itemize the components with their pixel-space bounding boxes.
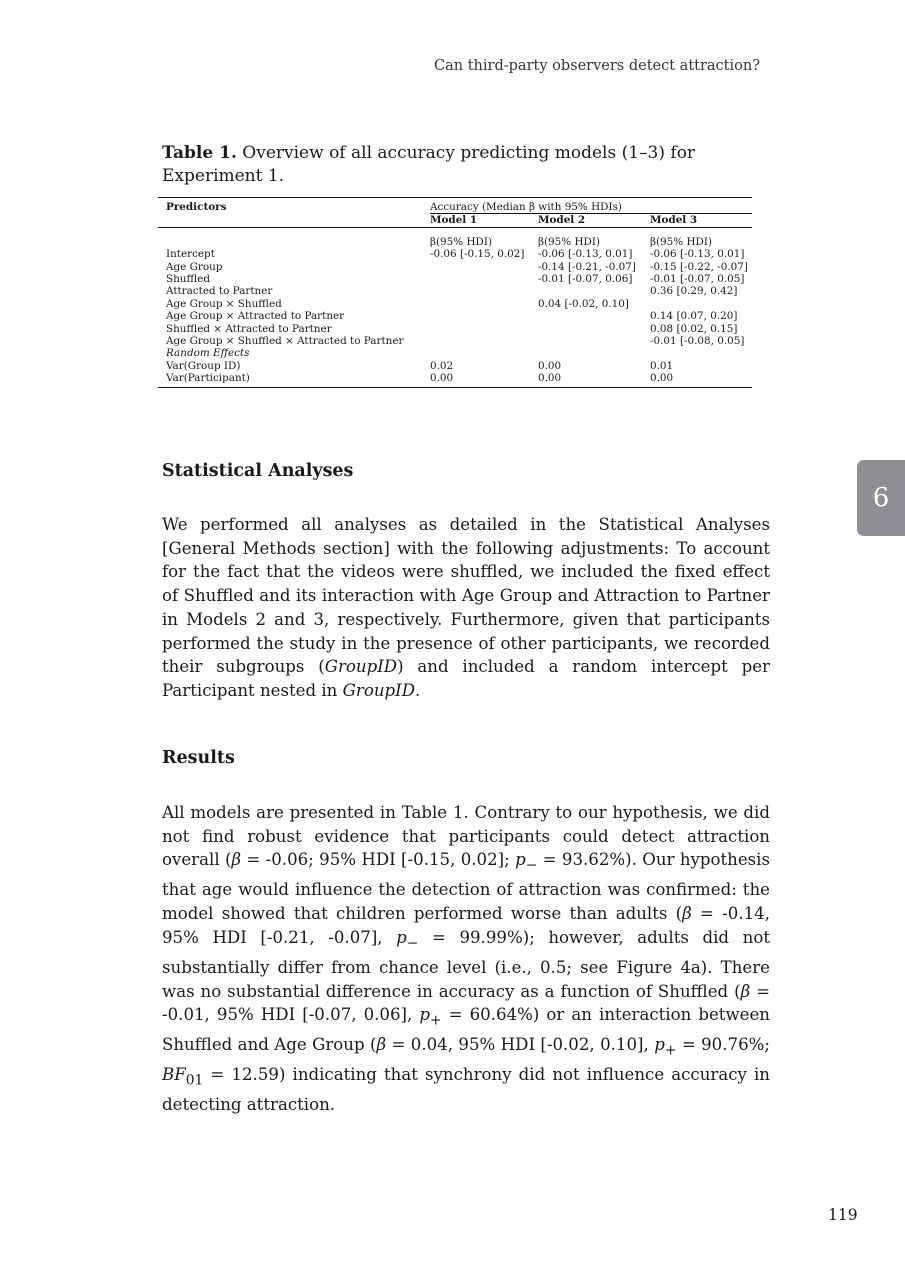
table-cell: 0.36 [0.29, 0.42]: [650, 285, 738, 298]
row-label: Var(Participant): [166, 372, 250, 385]
results-text-3: = 93.62%). Our hypothesis that age would influence the detection of attraction was confirmed: the model showed that children performed worse than adults (: [162, 850, 771, 924]
results-paragraph: [162, 801, 770, 1117]
table-cell: [430, 335, 538, 347]
running-head: Can third-party observers detect attraction?: [434, 58, 760, 74]
table-cell: [430, 261, 538, 273]
results-text-6: = -0.01, 95% HDI [-0.07, 0.06],: [162, 981, 770, 1025]
results-text-8: = 0.04, 95% HDI [-0.02, 0.10],: [386, 1035, 655, 1055]
table-row: [158, 372, 752, 387]
table-caption-text: Overview of all accuracy predicting models (1–3) for Experiment 1.: [162, 143, 696, 186]
table-cell: [430, 310, 538, 322]
random-effects-rows: [158, 360, 752, 387]
row-label: Shuffled: [166, 273, 211, 286]
table-cell: -0.15 [-0.22, -0.07]: [650, 260, 748, 273]
table-cell: -0.01 [-0.07, 0.05]: [650, 273, 745, 286]
table-caption: [162, 142, 772, 188]
table-row: [158, 248, 752, 260]
table-cell: 0.14 [0.07, 0.20]: [650, 310, 738, 323]
p-subscript: +: [664, 1042, 677, 1059]
subheader-model-1: β(95% HDI): [430, 235, 493, 248]
beta-subheader-row: [158, 227, 752, 248]
results-text-5: = 99.99%); however, adults did not substantially differ from chance level (i.e., 0.5; see Figure 4a). There was no substantial difference in accuracy as a function of Shuffled (: [162, 927, 770, 1001]
p-symbol: p: [419, 1005, 430, 1025]
table-cell: -0.06 [-0.13, 0.01]: [538, 248, 633, 261]
table-cell: 0.00: [650, 372, 674, 385]
row-label: Intercept: [166, 248, 215, 261]
p-subscript: +: [429, 1012, 442, 1029]
table-cell: 0.00: [538, 359, 562, 372]
table-row: [158, 261, 752, 273]
table-cell: -0.01 [-0.07, 0.06]: [538, 273, 633, 286]
chapter-tab: 6: [857, 460, 905, 536]
table-row: [158, 360, 752, 372]
row-label: Var(Group ID): [166, 359, 241, 372]
table-cell: 0.08 [0.02, 0.15]: [650, 322, 738, 335]
statistical-analyses-heading: Statistical Analyses: [162, 461, 354, 481]
stats-text-3: .: [415, 680, 421, 700]
row-label: Age Group × Shuffled: [166, 297, 282, 310]
row-label: Age Group: [166, 260, 223, 273]
table-cell: 0.00: [430, 372, 454, 385]
row-label: Shuffled × Attracted to Partner: [166, 322, 332, 335]
table-cell: [538, 323, 650, 335]
table-cell: [430, 323, 538, 335]
beta-symbol: β: [740, 981, 751, 1001]
page-number: 119: [828, 1206, 858, 1224]
predictors-header: Predictors: [166, 201, 227, 213]
stats-text-2: ) and included a random intercept per Participant nested in: [162, 657, 770, 700]
table-caption-label: Table 1.: [162, 143, 237, 163]
table-cell: [538, 335, 650, 347]
p-symbol: p: [654, 1035, 665, 1055]
table-cell: -0.06 [-0.13, 0.01]: [650, 248, 745, 261]
table-row: [158, 298, 752, 310]
table-header-row: [158, 198, 752, 214]
results-text-2: = -0.06; 95% HDI [-0.15, 0.02];: [241, 850, 516, 870]
table-cell: -0.01 [-0.08, 0.05]: [650, 335, 745, 348]
table-cell: 0.04 [-0.02, 0.10]: [538, 297, 629, 310]
stats-text-1: We performed all analyses as detailed in the Statistical Analyses [General Methods section] with the following adjustments: To account for the fact that the videos were shuffled, we included the fixed effect of Shuffled and its interaction with Age Group and Attraction to Partner in Models 2 and 3, respectively. Furthermore, given that participants performed the study in the presence of other participants, we recorded their subgroups (: [162, 515, 770, 677]
beta-symbol: β: [231, 850, 242, 870]
table-grid: [158, 197, 752, 388]
results-text-7: = 60.64%) or an interaction between Shuffled and Age Group (: [162, 1005, 770, 1055]
table-cell: 0.02: [430, 359, 454, 372]
table-row: [158, 335, 752, 347]
table-row: [158, 323, 752, 335]
statistical-analyses-paragraph: [162, 513, 770, 703]
bayes-factor-symbol: BF: [162, 1065, 186, 1085]
p-symbol: p: [396, 927, 407, 947]
table-cell: [430, 298, 538, 310]
beta-symbol: β: [682, 904, 692, 924]
accuracy-header: Accuracy (Median β with 95% HDIs): [430, 201, 622, 213]
results-table: [158, 197, 752, 388]
model-1-header: Model 1: [430, 214, 538, 227]
fixed-effects-rows: [158, 248, 752, 347]
table-row: [158, 310, 752, 322]
results-text-9: = 90.76%;: [676, 1035, 770, 1055]
random-effects-label: Random Effects: [166, 347, 250, 360]
p-subscript: −: [525, 857, 538, 874]
table-row: [158, 273, 752, 285]
table-cell: -0.06 [-0.15, 0.02]: [430, 248, 525, 261]
results-heading: Results: [162, 748, 235, 768]
table-cell: [538, 310, 650, 322]
table-cell: [430, 285, 538, 297]
results-text-10: = 12.59) indicating that synchrony did not influence accuracy in detecting attraction.: [162, 1065, 770, 1115]
stats-italic-groupid-1: GroupID: [324, 657, 398, 677]
random-effects-label-row: [158, 347, 752, 359]
table-cell: 0.00: [538, 372, 562, 385]
row-label: Age Group × Shuffled × Attracted to Partner: [166, 335, 404, 348]
table-cell: [430, 273, 538, 285]
table-row: [158, 285, 752, 297]
row-label: Attracted to Partner: [166, 285, 273, 298]
model-3-header: Model 3: [650, 214, 752, 227]
p-subscript: −: [406, 935, 419, 952]
results-text-1: All models are presented in Table 1. Contrary to our hypothesis, we did not find robust evidence that participants could detect attraction overall (: [162, 803, 770, 870]
table-cell: -0.14 [-0.21, -0.07]: [538, 260, 636, 273]
stats-italic-groupid-2: GroupID: [342, 680, 416, 700]
results-text-4: = -0.14, 95% HDI [-0.21, -0.07],: [162, 904, 770, 947]
model-2-header: Model 2: [538, 214, 650, 227]
table-cell: 0.01: [650, 359, 674, 372]
bayes-factor-subscript: 01: [185, 1072, 204, 1089]
model-header-row: [158, 214, 752, 227]
table-cell: [650, 298, 752, 310]
beta-symbol: β: [376, 1035, 387, 1055]
subheader-model-2: β(95% HDI): [538, 235, 601, 248]
row-label: Age Group × Attracted to Partner: [166, 310, 345, 323]
p-symbol: p: [515, 850, 526, 870]
subheader-model-3: β(95% HDI): [650, 235, 713, 248]
table-cell: [538, 285, 650, 297]
